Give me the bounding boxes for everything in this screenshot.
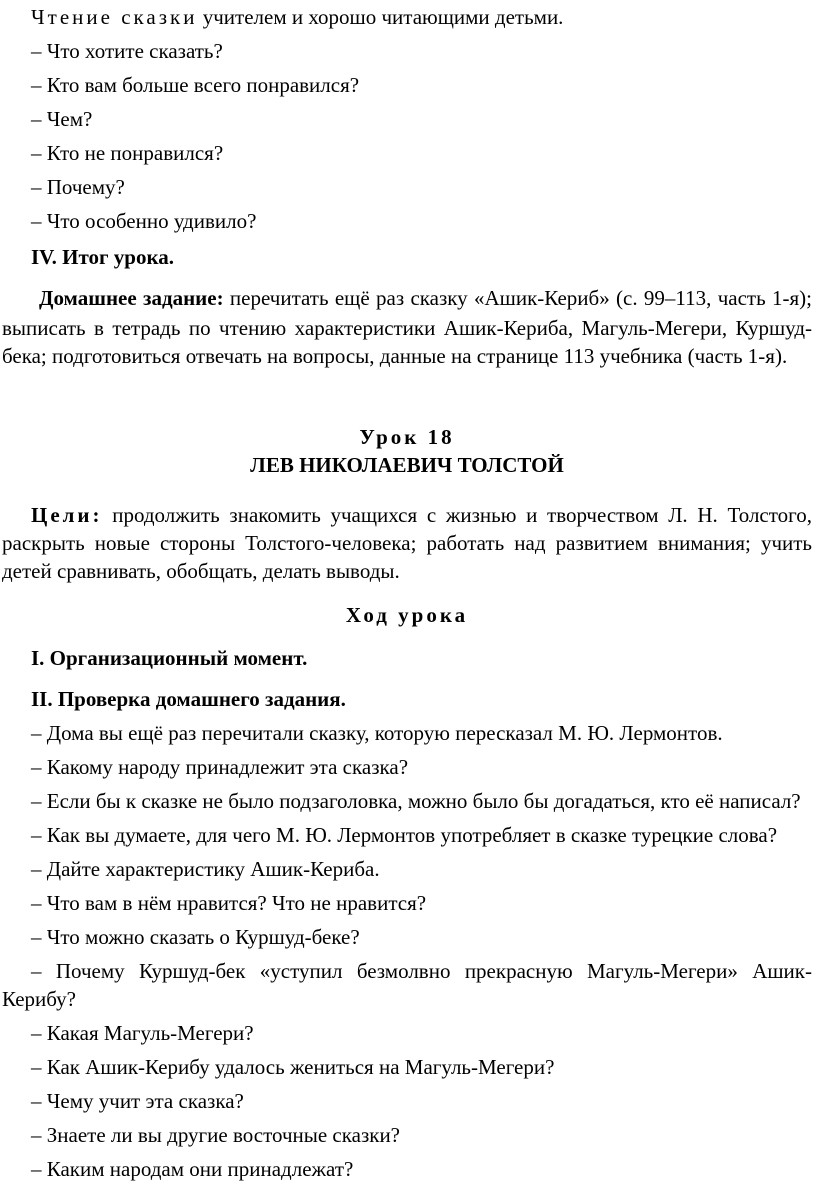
question-line: – Что вам в нём нравится? Что не нравится? [31,891,427,915]
question-line: – Чему учит эта сказка? [31,1089,244,1113]
question-line: – Каким народам они принадлежат? [31,1157,354,1181]
intro-spaced: Чтение сказки [31,5,198,29]
question-line: – Кто не понравился? [31,141,224,165]
section-heading-homework-check: II. Проверка домашнего задания. [31,687,346,711]
question-line: – Знаете ли вы другие восточные сказки? [31,1123,401,1147]
section-heading-org: I. Организационный момент. [31,646,308,670]
homework-text: перечитать ещё раз сказку «Ашик-Кериб» (с. 99–113, часть 1-я); выписать в тетрадь по чтению характеристики Ашик-Кериба, Магуль-Мегери, Куршуд-бека; подготовиться отвечать на вопросы, данные на странице 113 учебника (часть 1-я). [2,286,812,368]
lesson-title: ЛЕВ НИКОЛАЕВИЧ ТОЛСТОЙ [250,453,564,477]
section-heading-summary: IV. Итог урока. [31,245,175,269]
question-line: – Если бы к сказке не было подзаголовка, можно было бы догадаться, кто её написал? [31,789,801,813]
questions-block-2 [2,719,812,1183]
goals-text: продолжить знакомить учащихся с жизнью и творчеством Л. Н. Толстого, раскрыть новые стороны Толстого-человека; работать над развитием внимания; учить детей сравнивать, обобщать, делать выводы. [2,503,812,583]
intro-rest: учителем и хорошо читающими детьми. [197,5,564,29]
lesson-number: Урок 18 [359,425,455,449]
question-line: – Что особенно удивило? [31,209,257,233]
question-line: – Почему? [31,175,125,199]
question-line: – Что можно сказать о Куршуд-беке? [31,925,360,949]
question-line: – Почему Куршуд-бек «уступил безмолвно прекрасную Магуль-Мегери» Ашик-Керибу? [2,959,812,1011]
goals-paragraph [2,501,812,585]
question-line: – Кто вам больше всего понравился? [31,73,360,97]
intro-line [2,3,812,31]
goals-label: Цели: [31,503,103,527]
questions-block-1 [2,37,812,235]
homework-paragraph [2,284,812,370]
course-heading: Ход урока [345,603,469,627]
question-line: – Что хотите сказать? [31,39,223,63]
question-line: – Дома вы ещё раз перечитали сказку, которую пересказал М. Ю. Лермонтов. [31,721,723,745]
question-line: – Какая Магуль-Мегери? [31,1021,254,1045]
homework-label: Домашнее задание: [39,286,224,310]
question-line: – Дайте характеристику Ашик-Кериба. [31,857,380,881]
question-line: – Чем? [31,107,93,131]
question-line: – Как вы думаете, для чего М. Ю. Лермонтов употребляет в сказке турецкие слова? [31,823,778,847]
question-line: – Как Ашик-Керибу удалось жениться на Магуль-Мегери? [31,1055,555,1079]
question-line: – Какому народу принадлежит эта сказка? [31,755,409,779]
